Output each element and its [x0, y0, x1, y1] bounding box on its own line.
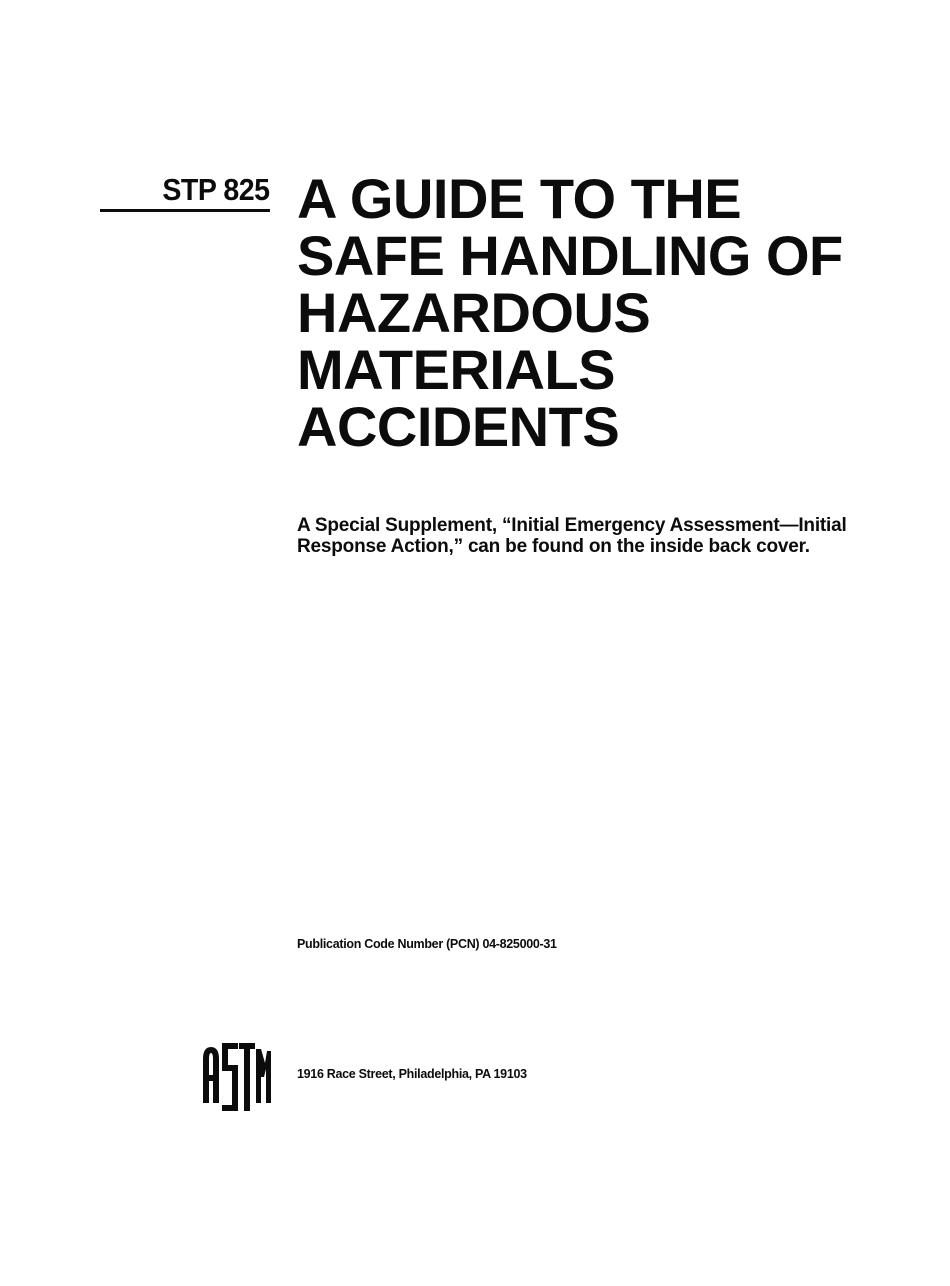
title-line: A GUIDE TO THE — [297, 167, 742, 230]
supplement-line: A Special Supplement, “Initial Emergency Assessment—Initial — [297, 515, 847, 536]
stp-designation — [100, 172, 270, 214]
supplement-line: Response Action,” can be found on the inside back cover. — [297, 536, 810, 557]
title-line: ACCIDENTS — [297, 395, 620, 458]
supplement-note — [297, 515, 897, 557]
title-line: SAFE HANDLING OF — [297, 224, 843, 287]
title-line: HAZARDOUS — [297, 281, 651, 344]
stp-number: STP 825 — [162, 172, 270, 207]
stp-underline — [100, 209, 270, 212]
publication-code: Publication Code Number (PCN) 04-825000-31 — [297, 937, 557, 951]
title-line: MATERIALS — [297, 338, 615, 401]
publisher-address: 1916 Race Street, Philadelphia, PA 19103 — [297, 1067, 527, 1081]
astm-logo-icon — [201, 1041, 273, 1113]
document-title — [297, 167, 917, 458]
